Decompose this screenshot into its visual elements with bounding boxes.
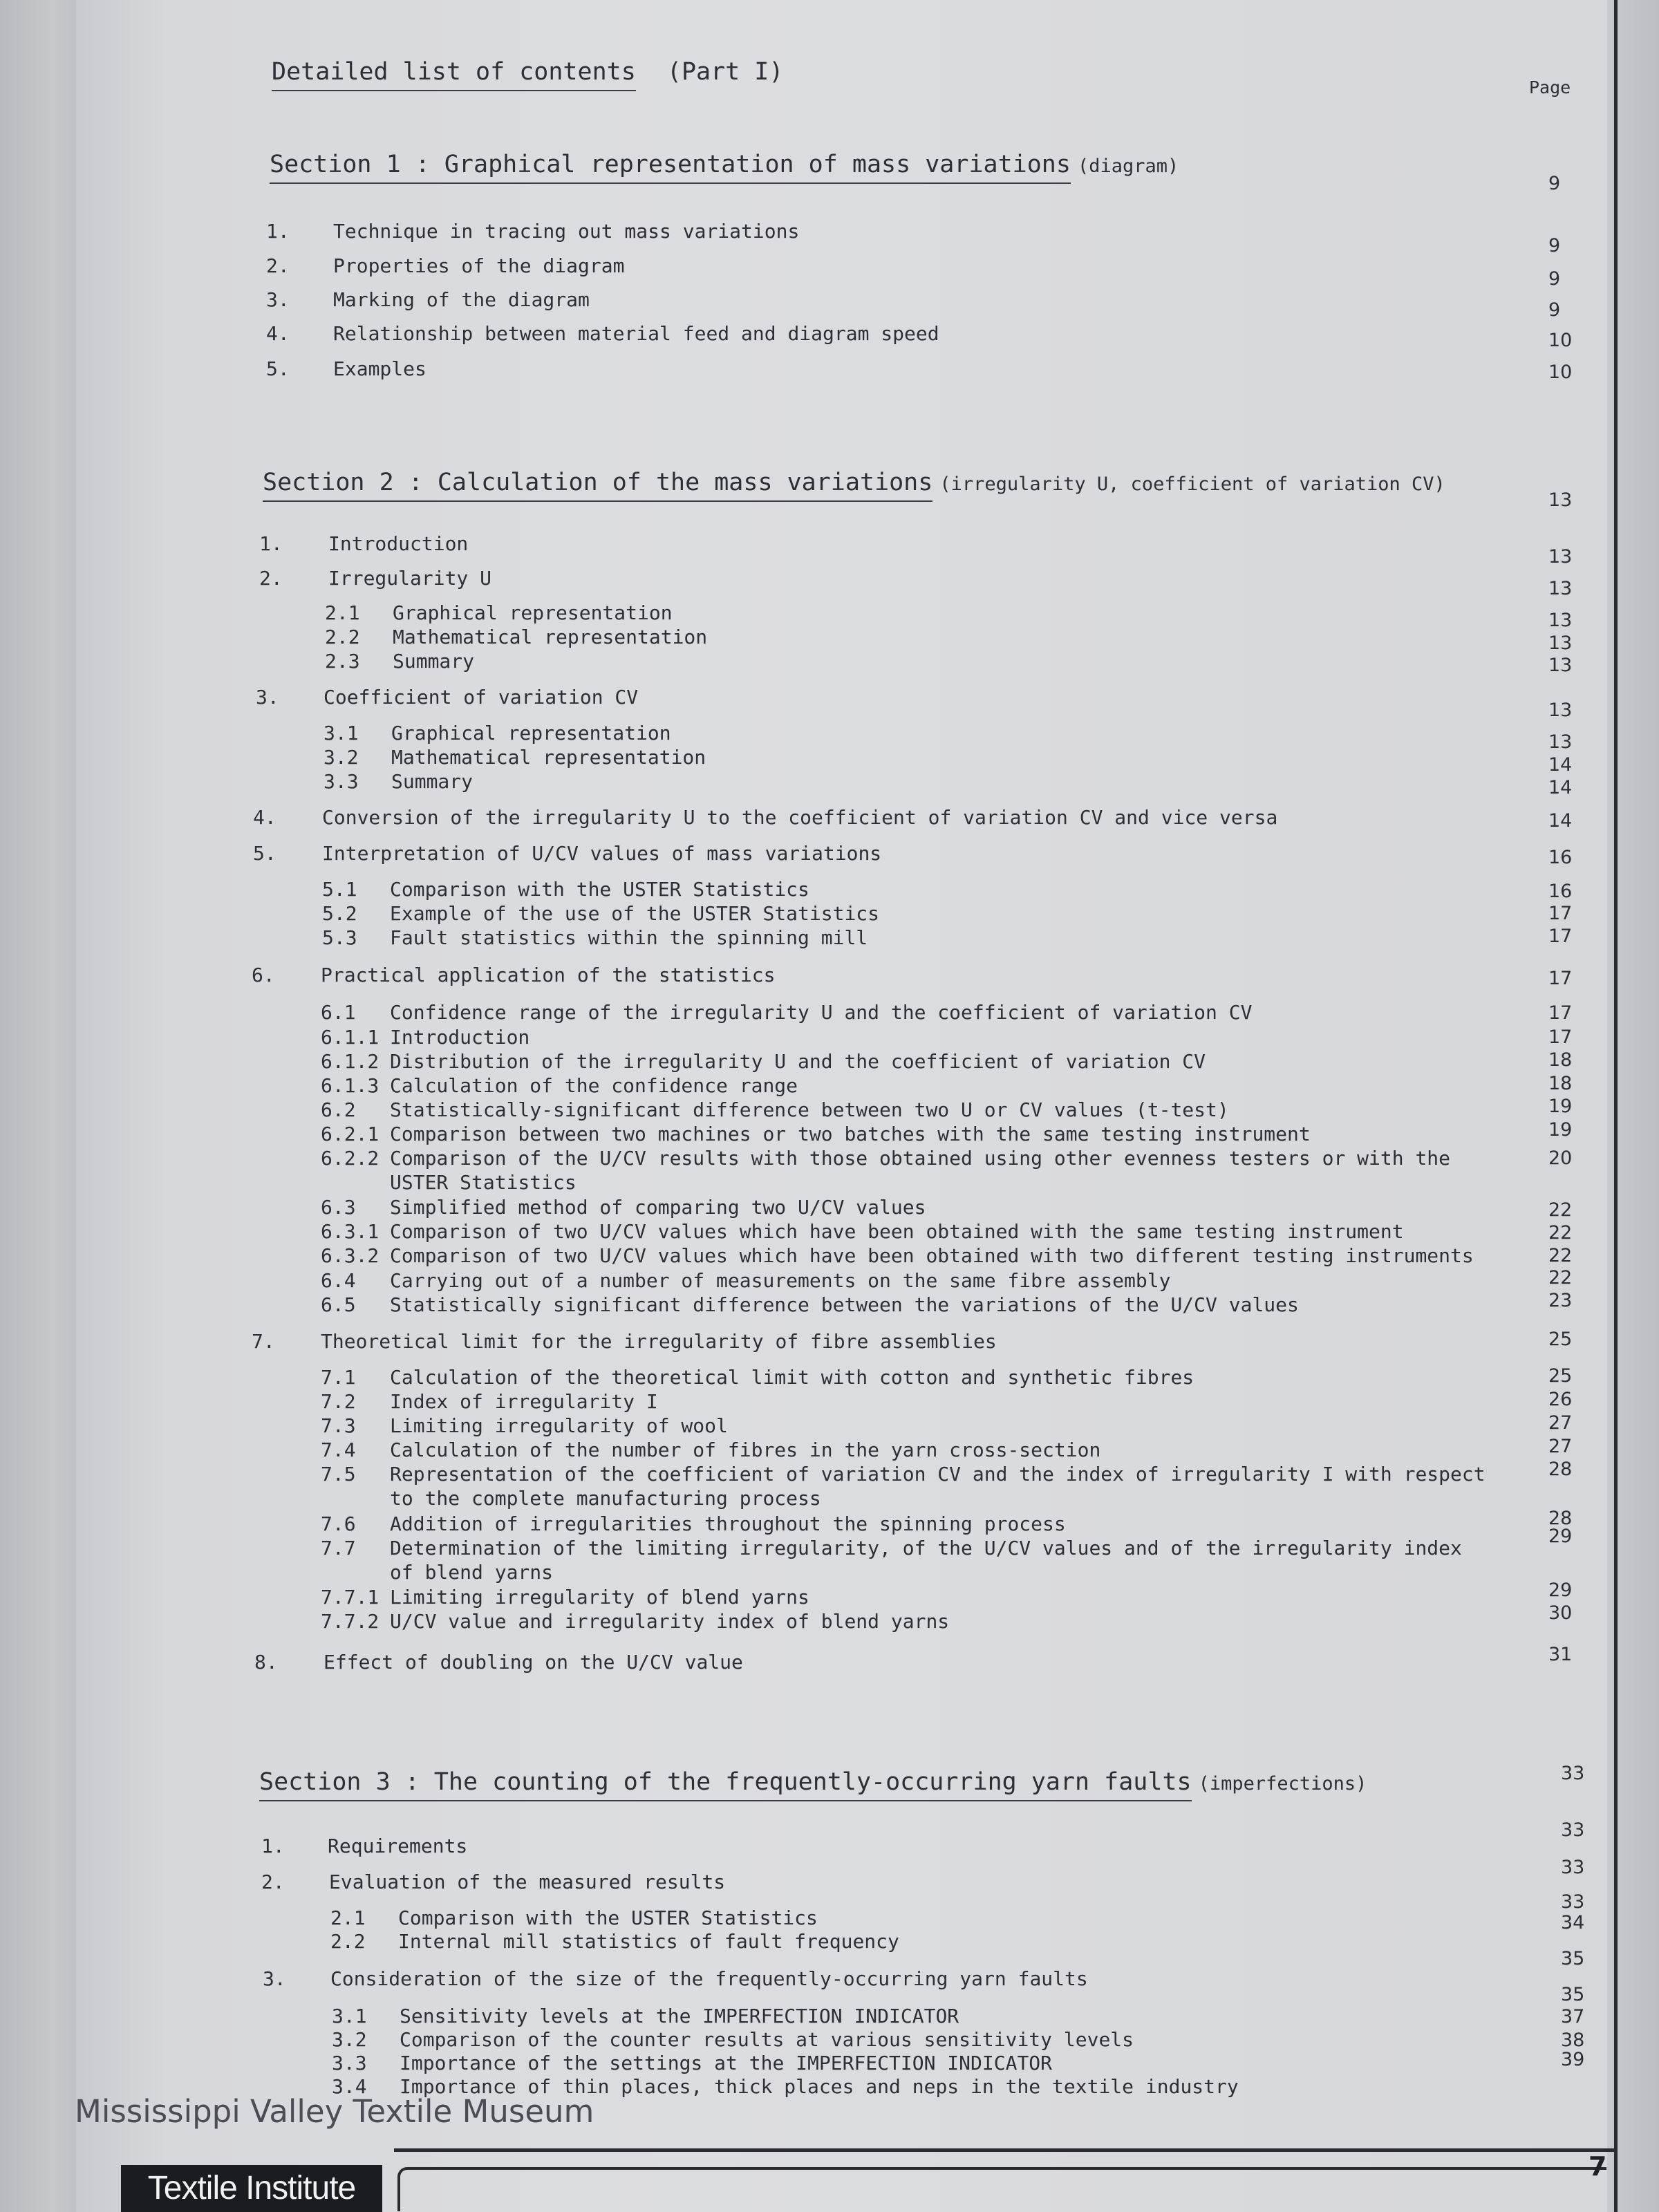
entry-page-number: 10 [1548,362,1573,383]
entry-title: Importance of thin places, thick places and neps in the textile industry [400,2075,1239,2098]
entry-number: 6.3.2 [321,1244,379,1267]
entry-page-number: 9 [1548,268,1561,290]
entry-number: 2.2 [325,626,360,648]
entry-title: Comparison of two U/CV values which have been obtained with the same testing instrument [390,1220,1404,1243]
entry-title: Summary [393,650,475,673]
entry-number: 4. [253,806,276,829]
entry-page-number: 13 [1548,546,1573,568]
section-page-number: 9 [1548,173,1561,194]
entry-number: 2. [266,254,290,277]
entry-page-number: 17 [1548,903,1573,924]
entry-page-number: 19 [1548,1119,1573,1141]
entry-title: Calculation of the theoretical limit with cotton and synthetic fibres [390,1366,1194,1389]
entry-page-number: 10 [1548,330,1573,351]
entry-title: Irregularity U [328,567,492,590]
entry-page-number: 37 [1561,2006,1585,2027]
entry-title: Mathematical representation [391,746,706,769]
entry-title: Conversion of the irregularity U to the coefficient of variation CV and vice versa [322,806,1278,829]
entry-page-number: 25 [1548,1329,1573,1350]
page-column-label: Page [1529,77,1571,97]
entry-number: 7.2 [321,1390,356,1413]
entry-title: Addition of irregularities throughout the spinning process [390,1512,1066,1535]
entry-title: Representation of the coefficient of variation CV and the index of irregularity I with respect [390,1463,1485,1485]
entry-page-number: 27 [1548,1412,1573,1434]
frame-rule-horizontal [394,2148,1616,2152]
entry-title: Importance of the settings at the IMPERFECTION INDICATOR [400,2052,1053,2074]
entry-title: Limiting irregularity of blend yarns [390,1586,809,1609]
entry-title: Limiting irregularity of wool [390,1414,728,1437]
entry-title: Statistically significant difference between the variations of the U/CV values [390,1293,1299,1316]
entry-number: 2.1 [330,1906,366,1929]
entry-number: 3.3 [324,770,359,793]
entry-title: Theoretical limit for the irregularity of fibre assemblies [321,1330,997,1353]
entry-page-number: 13 [1548,731,1573,753]
entry-number: 7.5 [321,1463,356,1485]
entry-page-number: 29 [1548,1526,1573,1547]
page-number: 7 [1588,2151,1607,2182]
entry-title: Technique in tracing out mass variations [333,220,800,243]
entry-page-number: 22 [1548,1267,1573,1288]
entry-page-number: 27 [1548,1436,1573,1457]
entry-number: 3.1 [332,2005,367,2027]
entry-page-number: 31 [1548,1644,1573,1665]
entry-page-number: 34 [1561,1912,1585,1933]
entry-title: U/CV value and irregularity index of blend yarns [390,1610,950,1633]
entry-title: Comparison of two U/CV values which have been obtained with two different testing instruments [390,1244,1474,1267]
entry-page-number: 28 [1548,1508,1573,1529]
entry-number: 2.2 [330,1930,366,1953]
entry-number: 1. [266,220,290,243]
section-heading [259,1768,1367,1796]
entry-number: 7.1 [321,1366,356,1389]
entry-title: Properties of the diagram [333,254,625,277]
entry-number: 2. [261,1871,285,1893]
entry-page-number: 17 [1548,1002,1573,1024]
entry-page-number: 22 [1548,1245,1573,1266]
entry-title: Relationship between material feed and diagram speed [333,322,939,345]
entry-page-number: 13 [1548,578,1573,599]
entry-number: 5.1 [322,878,357,901]
entry-number: 6.3 [321,1196,356,1219]
section-heading-text: Section 1 : Graphical representation of mass variations [270,151,1071,184]
entry-page-number: 33 [1561,1819,1585,1841]
section-heading [263,469,1445,496]
entry-title: Comparison of the counter results at various sensitivity levels [400,2028,1134,2051]
entry-title: Comparison with the USTER Statistics [398,1906,818,1929]
entry-page-number: 17 [1548,926,1573,947]
entry-page-number: 35 [1561,1948,1585,1969]
entry-number: 5.2 [322,902,357,925]
entry-number: 6.2.1 [321,1123,379,1145]
entry-title: Calculation of the number of fibres in the yarn cross-section [390,1438,1101,1461]
entry-title: Coefficient of variation CV [324,686,639,709]
entry-page-number: 28 [1548,1459,1573,1480]
entry-title: Confidence range of the irregularity U and the coefficient of variation CV [390,1001,1253,1024]
entry-page-number: 17 [1548,968,1573,989]
entry-number: 2. [259,567,283,590]
entry-number: 3.4 [332,2075,367,2098]
section-heading-subtitle: (imperfections) [1198,1773,1367,1794]
entry-number: 7.7 [321,1537,356,1559]
entry-page-number: 22 [1548,1222,1573,1244]
entry-page-number: 13 [1548,610,1573,631]
section-heading-subtitle: (irregularity U, coefficient of variation CV) [939,474,1445,495]
contents-title [272,58,783,86]
entry-page-number: 19 [1548,1096,1573,1117]
entry-page-number: 20 [1548,1147,1573,1169]
entry-number: 3.2 [324,746,359,769]
entry-number: 6.1.1 [321,1026,379,1049]
watermark-text: Mississippi Valley Textile Museum [75,2093,594,2130]
entry-title: Marking of the diagram [333,288,590,311]
entry-title: Simplified method of comparing two U/CV values [390,1196,926,1219]
entry-title: Interpretation of U/CV values of mass variations [322,842,882,865]
entry-page-number: 13 [1548,632,1573,654]
entry-page-number: 18 [1548,1049,1573,1071]
entry-title: Graphical representation [391,722,671,744]
entry-title: Determination of the limiting irregularity, of the U/CV values and of the irregularity index [390,1537,1462,1559]
contents-title-part: (Part I) [666,58,784,86]
entry-number: 6.2.2 [321,1147,379,1170]
entry-title: Distribution of the irregularity U and the coefficient of variation CV [390,1050,1206,1073]
contents-title-text: Detailed list of contents [272,58,636,91]
entry-title: Fault statistics within the spinning mill [390,926,868,949]
entry-number: 7. [252,1330,275,1353]
frame-rule-vertical [1614,0,1618,2212]
entry-number: 7.3 [321,1414,356,1437]
entry-page-number: 26 [1548,1389,1573,1410]
entry-title: Examples [333,357,427,380]
entry-page-number: 18 [1548,1073,1573,1094]
entry-number: 7.4 [321,1438,356,1461]
entry-page-number: 9 [1548,299,1561,321]
entry-page-number: 9 [1548,235,1561,256]
entry-title-continued: of blend yarns [390,1561,554,1584]
entry-number: 6. [252,964,275,986]
entry-number: 8. [254,1651,278,1674]
entry-number: 5. [266,357,290,380]
entry-page-number: 35 [1561,1984,1585,2005]
entry-title: Index of irregularity I [390,1390,658,1413]
entry-page-number: 16 [1548,847,1573,868]
entry-number: 1. [261,1835,285,1857]
entry-page-number: 33 [1561,1857,1585,1878]
entry-title: Practical application of the statistics [321,964,776,986]
entry-number: 2.3 [325,650,360,673]
entry-page-number: 33 [1561,1891,1585,1913]
entry-number: 5. [253,842,276,865]
entry-number: 3. [256,686,279,709]
section-heading [270,151,1179,178]
entry-page-number: 39 [1561,2049,1585,2070]
entry-title: Example of the use of the USTER Statistics [390,902,880,925]
entry-number: 3. [266,288,290,311]
book-spine-shadow [0,0,76,2212]
entry-title: Internal mill statistics of fault frequency [398,1930,899,1953]
entry-title-continued: to the complete manufacturing process [390,1487,821,1510]
entry-page-number: 14 [1548,810,1573,832]
entry-number: 6.1 [321,1001,356,1024]
entry-page-number: 29 [1548,1580,1573,1601]
entry-title: Calculation of the confidence range [390,1074,798,1097]
entry-title: Requirements [328,1835,468,1857]
entry-number: 7.7.1 [321,1586,379,1609]
entry-number: 6.1.3 [321,1074,379,1097]
entry-page-number: 13 [1548,700,1573,721]
footer-frame [397,2167,1606,2211]
entry-page-number: 38 [1561,2030,1585,2051]
entry-title: Graphical representation [393,601,673,624]
entry-title: Comparison with the USTER Statistics [390,878,809,901]
entry-number: 1. [259,532,283,555]
entry-title: Introduction [390,1026,530,1049]
entry-page-number: 23 [1548,1290,1573,1311]
entry-page-number: 14 [1548,754,1573,776]
entry-page-number: 22 [1548,1199,1573,1221]
entry-title: Consideration of the size of the frequently-occurring yarn faults [330,1967,1088,1990]
entry-number: 7.6 [321,1512,356,1535]
entry-number: 3. [263,1967,286,1990]
entry-page-number: 25 [1548,1365,1573,1387]
entry-number: 3.3 [332,2052,367,2074]
entry-title: Summary [391,770,474,793]
section-heading-text: Section 3 : The counting of the frequently-occurring yarn faults [259,1768,1192,1801]
entry-number: 2.1 [325,601,360,624]
section-page-number: 33 [1561,1763,1585,1784]
entry-title: Comparison of the U/CV results with those obtained using other evenness testers or with the [390,1147,1451,1170]
entry-title-continued: USTER Statistics [390,1171,577,1194]
entry-number: 5.3 [322,926,357,949]
section-page-number: 13 [1548,489,1573,511]
entry-number: 3.2 [332,2028,367,2051]
entry-page-number: 30 [1548,1602,1573,1624]
entry-page-number: 16 [1548,881,1573,902]
entry-title: Mathematical representation [393,626,708,648]
entry-page-number: 13 [1548,655,1573,676]
entry-title: Effect of doubling on the U/CV value [324,1651,743,1674]
entry-number: 6.2 [321,1098,356,1121]
entry-number: 6.5 [321,1293,356,1316]
publisher-logo: Textile Institute [121,2165,382,2212]
entry-number: 6.1.2 [321,1050,379,1073]
entry-title: Sensitivity levels at the IMPERFECTION INDICATOR [400,2005,959,2027]
entry-number: 6.4 [321,1269,356,1292]
entry-number: 3.1 [324,722,359,744]
entry-title: Comparison between two machines or two batches with the same testing instrument [390,1123,1311,1145]
entry-title: Carrying out of a number of measurements on the same fibre assembly [390,1269,1171,1292]
entry-page-number: 17 [1548,1027,1573,1048]
entry-number: 6.3.1 [321,1220,379,1243]
section-heading-subtitle: (diagram) [1077,156,1179,177]
entry-title: Statistically-significant difference between two U or CV values (t-test) [390,1098,1229,1121]
entry-number: 7.7.2 [321,1610,379,1633]
section-heading-text: Section 2 : Calculation of the mass variations [263,469,932,502]
entry-page-number: 14 [1548,777,1573,798]
entry-title: Evaluation of the measured results [329,1871,726,1893]
entry-title: Introduction [328,532,469,555]
entry-number: 4. [266,322,290,345]
